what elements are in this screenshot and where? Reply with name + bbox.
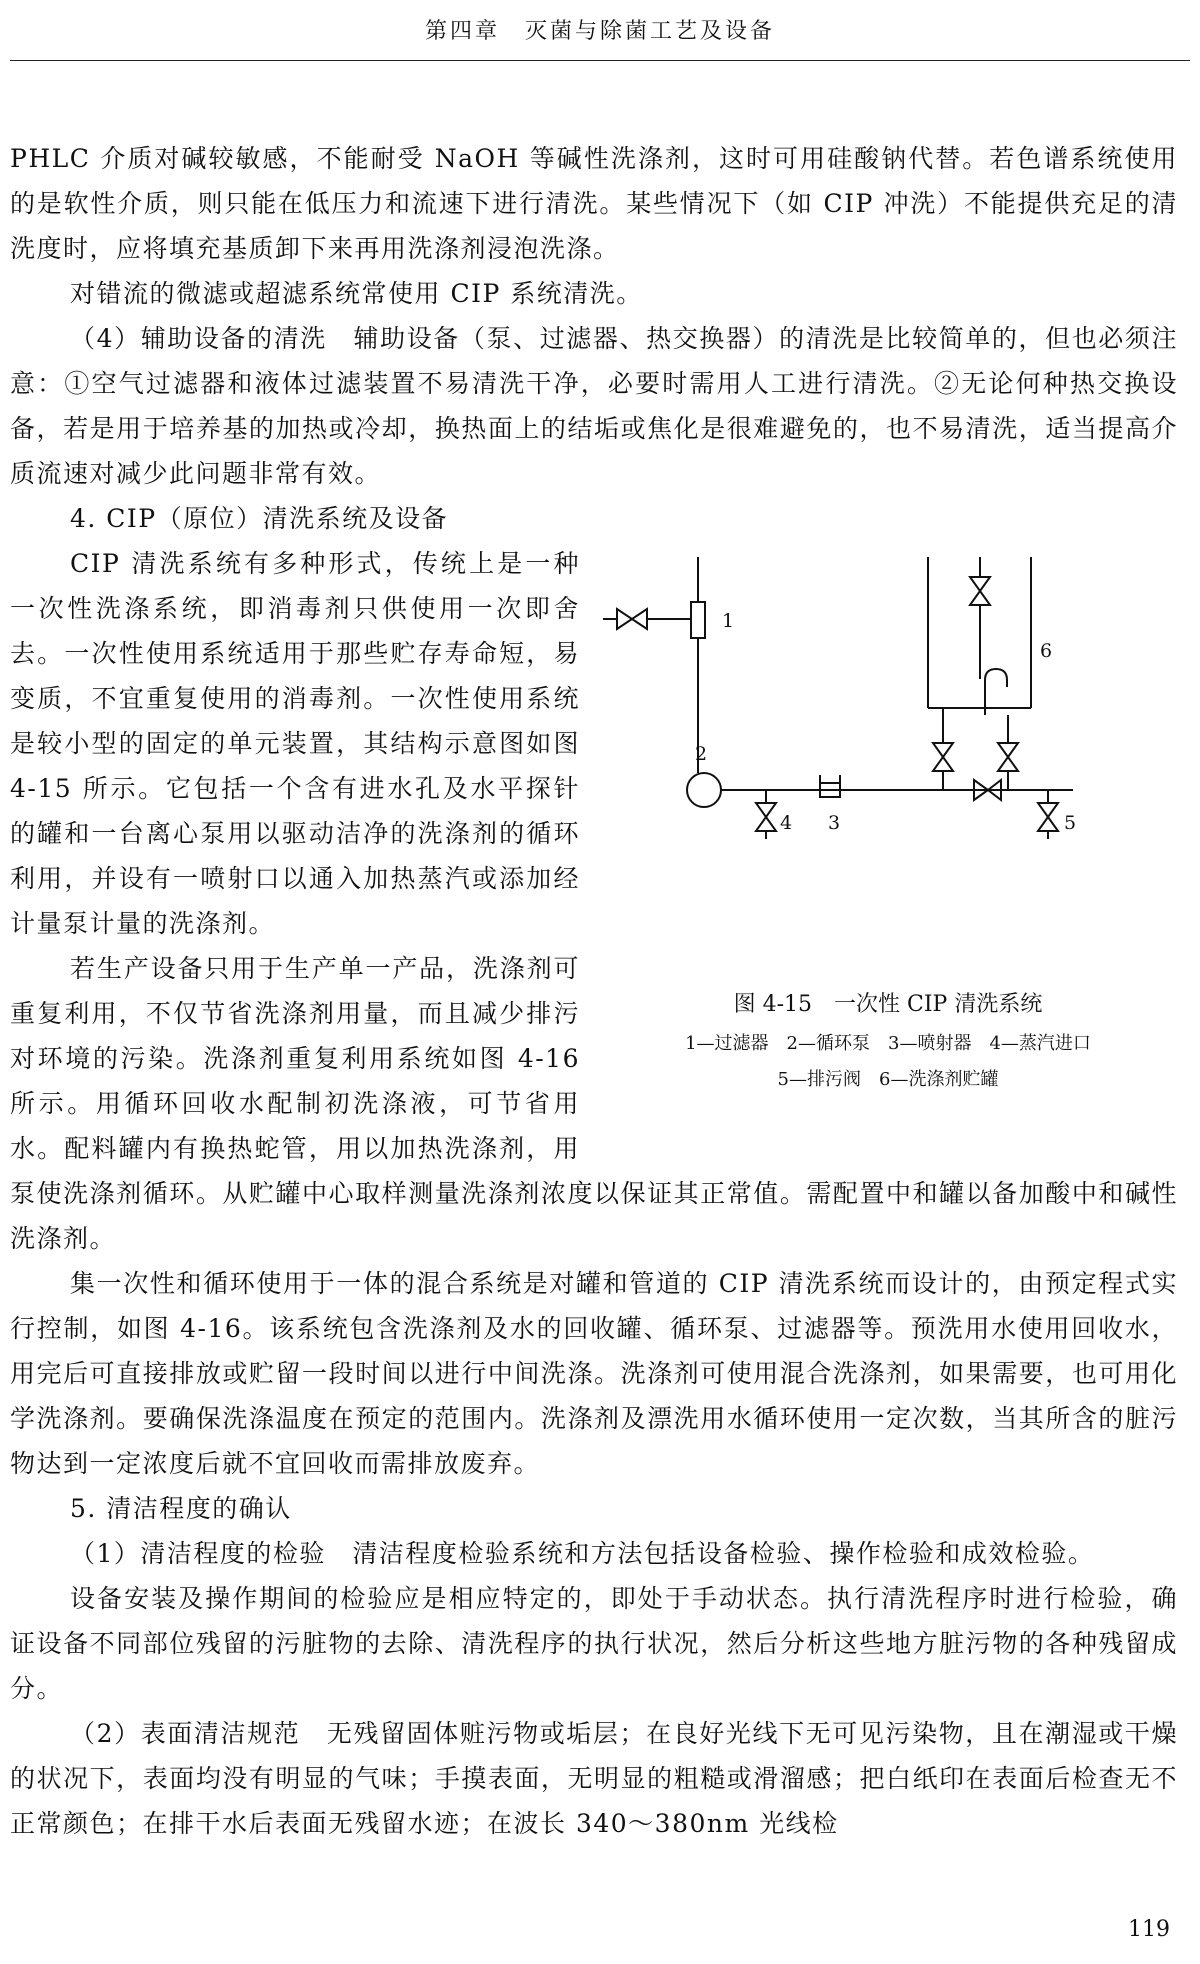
figure-legend-line-2: 5—排污阀 6—洗涤剂贮罐 xyxy=(777,1069,999,1090)
page-header: 第四章 灭菌与除菌工艺及设备 xyxy=(424,19,775,44)
label-3: 3 xyxy=(828,812,841,834)
paragraph-auxiliary-cleaning: （4）辅助设备的清洗 辅助设备（泵、过滤器、热交换器）的清洗是比较简单的，但也必须注意：①空气过滤器和液体过滤装置不易清洗干净，必要时需用人工进行清洗。②无论何种热交换设备，若是用于培养基的加热或冷却，换热面上的结垢或焦化是很难避免的，也不易清洗，适当提高介质流速对减少此问题非常有效。 xyxy=(10,324,1178,488)
paragraph-reuse-system: 若生产设备只用于生产单一产品，洗涤剂可重复利用，不仅节省洗涤剂用量，而且减少排污对环境的污染。洗涤剂重复利用系统如图 4-16 所示。用循环回收水配制初洗涤液，可节省用水。配料罐内有换热蛇管，用以加热洗涤剂，用泵使洗涤剂循环。从贮罐中心取样测量洗涤剂浓度以保证其正常值。需配置中和罐以备加酸中和碱性洗涤剂。 xyxy=(10,954,1178,1253)
paragraph-inspection: （1）清洁程度的检验 清洁程度检验系统和方法包括设备检验、操作检验和成效检验。 xyxy=(70,1539,1095,1568)
label-5: 5 xyxy=(1064,812,1077,834)
paragraph-installation-check: 设备安装及操作期间的检验应是相应特定的，即处于手动状态。执行清洗程序时进行检验，确证设备不同部位残留的污脏物的去除、清洗程序的执行状况，然后分析这些地方脏污物的各种残留成分。 xyxy=(10,1584,1178,1703)
figure-legend-line-1: 1—过滤器 2—循环泵 3—喷射器 4—蒸汽进口 xyxy=(685,1033,1091,1054)
filter-1 xyxy=(691,602,705,638)
tank-outlet-valve-left xyxy=(933,743,953,757)
page-body xyxy=(10,136,1178,1846)
tank-inlet-valve xyxy=(970,577,990,591)
paragraph-surface-spec: （2）表面清洁规范 无残留固体赃污物或垢层；在良好光线下无可见污染物，且在潮湿或干燥的状况下，表面均没有明显的气味；手摸表面，无明显的粗糙或滑溜感；把白纸印在表面后检查无不正常颜色；在排干水后表面无残留水迹；在波长 340～380nm 光线检 xyxy=(10,1719,1178,1838)
tank-outlet-valve-right xyxy=(998,743,1018,757)
steam-inlet-valve-4 xyxy=(756,803,776,817)
paragraph-hybrid-system: 集一次性和循环使用于一体的混合系统是对罐和管道的 CIP 清洗系统而设计的，由预定程式实行控制，如图 4-16。该系统包含洗涤剂及水的回收罐、循环泵、过滤器等。预洗用水使用回收水，用完后可直接排放或贮留一段时间以进行中间洗涤。洗涤剂可使用混合洗涤剂，如果需要，也可用化学洗涤剂。要确保洗涤温度在预定的范围内。洗涤剂及漂洗用水循环使用一定次数，当其所含的脏污物达到一定浓度后就不宜回收而需排放废弃。 xyxy=(10,1269,1178,1478)
inlet-valve xyxy=(617,609,632,629)
paragraph-phlc: PHLC 介质对碱较敏感，不能耐受 NaOH 等碱性洗涤剂，这时可用硅酸钠代替。若色谱系统使用的是软性介质，则只能在低压力和流速下进行清洗。某些情况下（如 CIP 冲洗）不能提供充足的清洗度时，应将填充基质卸下来再用洗涤剂浸泡洗涤。 xyxy=(10,144,1178,263)
header-rule xyxy=(10,60,1190,61)
section-heading-cip: 4. CIP（原位）清洗系统及设备 xyxy=(70,504,449,533)
drain-valve-5 xyxy=(1038,803,1058,817)
paragraph-crossflow: 对错流的微滤或超滤系统常使用 CIP 系统清洗。 xyxy=(70,279,643,308)
pump-2 xyxy=(687,773,721,807)
label-6: 6 xyxy=(1040,640,1053,662)
figure-4-15 xyxy=(598,547,1178,1161)
cip-diagram xyxy=(598,547,1178,987)
section-heading-cleanliness: 5. 清洁程度的确认 xyxy=(70,1494,292,1523)
page-number: 119 xyxy=(1128,1917,1170,1942)
label-4: 4 xyxy=(780,812,793,834)
figure-caption: 图 4-15 一次性 CIP 清洗系统 xyxy=(733,992,1043,1017)
paragraph-one-time-system: CIP 清洗系统有多种形式，传统上是一种一次性洗涤系统，即消毒剂只供使用一次即舍去。一次性使用系统适用于那些贮存寿命短，易变质，不宜重复使用的消毒剂。一次性使用系统是较小型的固定的单元装置，其结构示意图如图 4-15 所示。它包括一个含有进水孔及水平探针的罐和一台离心泵用以驱动洁净的洗涤剂的循环利用，并设有一喷射口以通入加热蒸汽或添加经计量泵计量的洗涤剂。 xyxy=(10,549,580,938)
label-2: 2 xyxy=(695,743,708,765)
label-1: 1 xyxy=(722,610,735,632)
